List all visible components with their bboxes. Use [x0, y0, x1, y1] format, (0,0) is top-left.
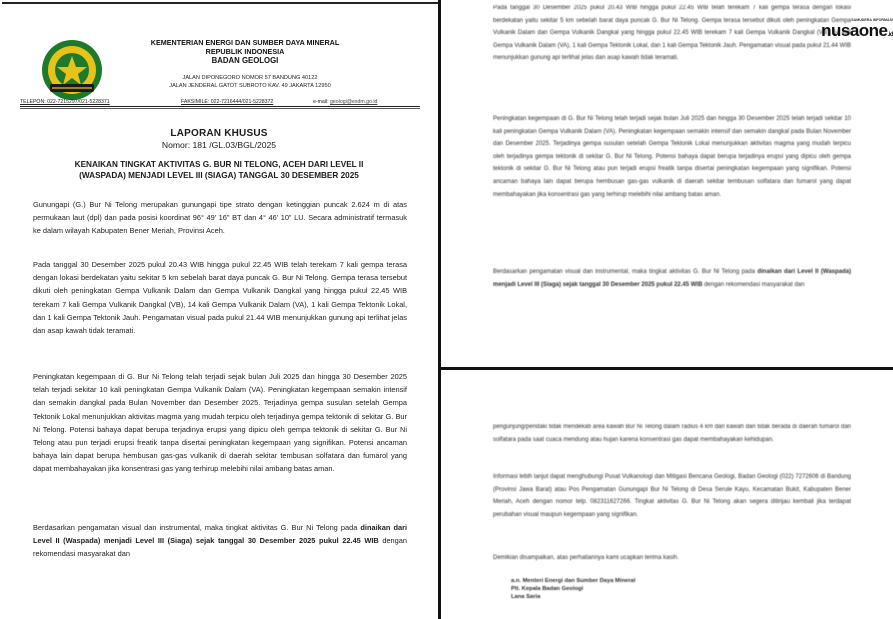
right-paragraph-seismic-events: Pada tanggal 30 Desember 2025 pukul 20.43 WIB hingga pukul 22.45 WIB telah terekam 7 kali gempa terasa dengan lokasi berdekatan yaitu sekitar 5 km sebelah barat daya puncak G. Bur Ni Telong. Gempa terasa tersebut dikuti oleh peningkatan Gempa Vulkanik Dalam dan Gempa Vulkanik Dangkal yang hingga pukul 22.45 WIB terekam 7 kali Gempa Vulkanik Dangkal (VB), 14 kali Gempa Vulkanik Dalam (VA), 1 kali Gempa Tektonik Lokal, dan 1 kali Gempa Tektonik Jauh. Pengamatan visual pada pukul 21.44 WIB menunjukkan gunung api terlihat jelas dan asap kawah tidak teramati.: [493, 5, 851, 62]
watermark-tagline: SAMUDERA INFORMASI: [851, 18, 893, 22]
right-page: [441, 0, 893, 619]
address-line-1: JALAN DIPONEGORO NOMOR 57 BANDUNG 40122: [182, 75, 318, 81]
fax-number: FAKSIMILE: 022-7216444/021-5228372: [181, 99, 274, 105]
signature-line-1: a.n. Menteri Energi dan Sumber Daya Mineral: [511, 578, 636, 584]
phone-number: TELEPON: 022-7215297/021-5228371: [20, 99, 110, 105]
right-paragraph-closing: Demikian disampaikan, atas perhatiannya kami ucapkan terima kasih.: [493, 555, 679, 561]
watermark-brand: nusaone.id: [821, 21, 893, 40]
right-paragraph-recommendation: pengunjung/pendaki tidak mendekati area kawah Bur Ni Telong dalam radius 4 km dari kawah dan tidak berada di daerah fumarol dan solfatara pada saat cuaca mendung atau hujan karena konsentrasi gas dapat membahayakan kehidupan.: [493, 424, 851, 443]
address-line-2: JALAN JENDERAL GATOT SUBROTO KAV. 49 JAKARTA 12950: [169, 83, 331, 89]
republic-name: REPUBLIK INDONESIA: [205, 47, 285, 56]
agency-name: BADAN GEOLOGI: [211, 56, 279, 65]
ministry-name: KEMENTERIAN ENERGI DAN SUMBER DAYA MINERAL: [150, 38, 340, 47]
report-title: LAPORAN KHUSUS: [170, 128, 268, 139]
paragraph-seismic-events: Pada tanggal 30 Desember 2025 pukul 20.43 WIB hingga pukul 22.45 WIB telah terekam 7 kali gempa terasa dengan lokasi berdekatan yaitu sekitar 5 km sebelah barat daya puncak G. Bur Ni Telong. Gempa terasa tersebut dikuti oleh peningkatan Gempa Vulkanik Dalam dan Gempa Vulkanik Dangkal yang hingga pukul 22.45 WIB terekam 7 kali Gempa Vulkanik Dangkal (VB), 14 kali Gempa Vulkanik Dalam (VA), 1 kali Gempa Tektonik Lokal, dan 1 kali Gempa Tektonik Jauh. Pengamatan visual pada pukul 21.44 WIB menunjukkan gunung api terlihat jelas dan asap kawah tidak teramati.: [33, 260, 407, 336]
right-paragraph-activity-increase: Peningkatan kegempaan di G. Bur Ni Telong telah terjadi sejak bulan Juli 2025 dan hingga 30 Desember 2025 telah terjadi sekitar 10 kali peningkatan Gempa Vulkanik Dalam (VA). Peningkatan kegempaan semakin intensif dan semakin dangkal pada Bulan November dan Desember 2025. Terjadinya gempa susulan setelah Gempa Tektonik Lokal menunjukkan aktivitas magma yang mudah terpicu oleh terjadinya gempa tektonik di sekitar G. Bur Ni Telong. Potensi bahaya dapat berupa terjadinya erupsi yang dipicu oleh gempa tektonik di sekitar G. Bur Ni Telong atau pun terjadi erupsi freatik tanpa disertai peningkatan kegempaan yang signifikan. Potensi ancaman bahaya lain dapat berupa hembusan gas-gas vulkanik di daerah sekitar tembusan solfatara dan fumarol yang dapat membahayakan jika konsentrasi gas yang terhirup melebihi nilai ambang batas aman.: [493, 116, 851, 198]
signature-name: Lana Saria: [511, 594, 541, 600]
report-subject-line-2: (WASPADA) MENJADI LEVEL III (SIAGA) TANGGAL 30 DESEMBER 2025: [79, 171, 359, 180]
page-top-rule: [2, 2, 438, 4]
report-number: Nomor: 181 /GL.03/BGL/2025: [161, 140, 277, 150]
page-break-rule: [441, 367, 893, 370]
letterhead-rule: [20, 106, 420, 107]
nusaone-watermark: [809, 18, 893, 44]
esdm-logo-icon: [40, 38, 104, 102]
email-address[interactable]: e-mail: geologi@esdm.go.id: [313, 99, 378, 105]
left-page: [0, 0, 438, 619]
paragraph-level-change: Berdasarkan pengamatan visual dan instrumental, maka tingkat aktivitas G. Bur Ni Telong pada dinaikan dari Level II (Waspada) menjadi Level III (Siaga) sejak tanggal 30 Desember 2025 pukul 22.45 WIB dengan rekomendasi masyarakat dan: [33, 523, 408, 559]
report-subject-line-1: KENAIKAN TINGKAT AKTIVITAS G. BUR NI TELONG, ACEH DARI LEVEL II: [74, 160, 364, 169]
right-paragraph-level-change: Berdasarkan pengamatan visual dan instrumental, maka tingkat aktivitas G. Bur Ni Telong pada dinaikan dari Level II (Waspada) menjadi Level III (Siaga) sejak tanggal 30 Desember 2025 pukul 22.45 WIB dengan rekomendasi masyarakat dan: [493, 269, 851, 288]
paragraph-activity-increase: Peningkatan kegempaan di G. Bur Ni Telong telah terjadi sejak bulan Juli 2025 dan hingga 30 Desember 2025 telah terjadi sekitar 10 kali peningkatan Gempa Vulkanik Dalam (VA). Peningkatan kegempaan semakin intensif dan semakin dangkal pada Bulan November dan Desember 2025. Terjadinya gempa susulan setelah Gempa Tektonik Lokal menunjukkan aktivitas magma yang mudah terpicu oleh terjadinya gempa tektonik di sekitar G. Bur Ni Telong. Potensi bahaya dapat berupa terjadinya erupsi yang dipicu oleh gempa tektonik di sekitar G. Bur Ni Telong atau pun terjadi erupsi freatik tanpa disertai peningkatan kegempaan yang signifikan. Potensi ancaman bahaya lain dapat berupa hembusan gas-gas vulkanik di daerah sekitar tembusan solfatara dan fumarol yang dapat membahayakan jika konsentrasi gas yang terhirup melebihi nilai ambang batas aman.: [33, 372, 407, 474]
right-paragraph-contact-info: Informasi lebih lanjut dapat menghubungi Pusat Vulkanologi dan Mitigasi Bencana Geologi, Badan Geologi (022) 7272606 di Bandung (Provinsi Jawa Barat) atau Pos Pengamatan Gunungapi Bur Ni Telong di Desa Serule Kayu, Kecamatan Bukit, Kabupaten Bener Meriah, Aceh dengan nomor telp. 082311627266. Tingkat aktivitas G. Bur Ni Telong akan segera ditinjau kembali jika terdapat perubahan visual maupun kegempaan yang signifikan.: [493, 474, 851, 518]
letterhead-rule-thin: [20, 108, 420, 109]
paragraph-location: Gunungapi (G.) Bur Ni Telong merupakan gunungapi tipe strato dengan ketinggian puncak 2.624 m di atas permukaan laut (dpl) dan pada posisi koordinat 96° 49' 16" BT dan 4° 46' 10" LU. Secara administratif termasuk ke dalam wilayah Kabupaten Bener Meriah, Provinsi Aceh.: [33, 200, 407, 236]
signature-line-2: Plt. Kepala Badan Geologi: [511, 586, 584, 592]
level-change-emphasis: dinaikan dari Level II (Waspada) menjadi Level III (Siaga) sejak tanggal 30 Desember 2025 pukul 22.45 WIB: [33, 523, 407, 546]
